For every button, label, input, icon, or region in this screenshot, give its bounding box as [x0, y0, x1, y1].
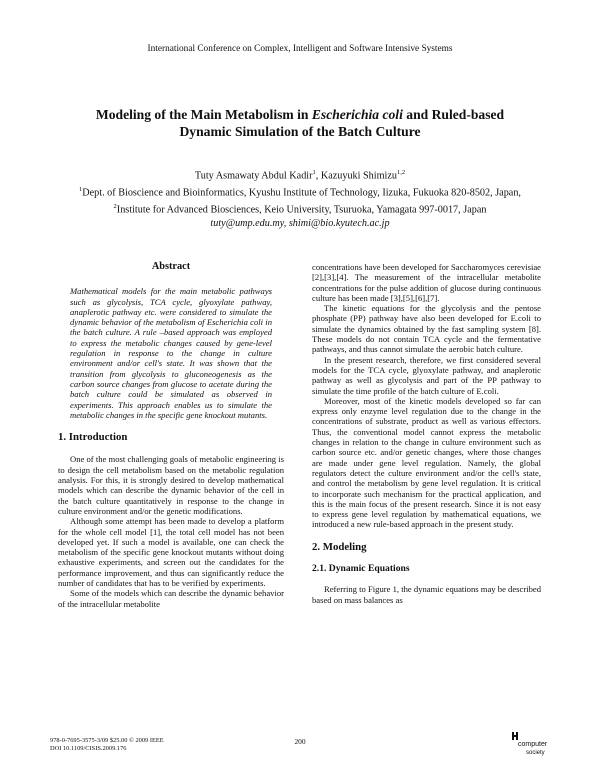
author-1-sup: 1 — [312, 169, 316, 176]
intro-paragraph-2: Although some attempt has been made to develop a platform for the whole cell model [1], the total cell model has not been developed yet. If such a model is available, one can check the metabolism of the specific gene knockout mutants without doing exhaustive experiments, and screen out the candidates for the performance improvement, and thus can significantly reduce the number of candidates that has to be verified by experiments. — [58, 516, 284, 589]
paper-title — [75, 106, 525, 140]
aff-2-sup: 2 — [113, 203, 117, 211]
left-column — [58, 262, 284, 609]
logo-text-society: society — [526, 750, 545, 756]
author-2-sup: 1,2 — [396, 169, 406, 176]
affiliation-2: Institute for Advanced Biosciences, Keio University, Tsuruoka, Yamagata 997-0017, Japan — [116, 204, 487, 216]
logo-icon — [504, 731, 554, 757]
abstract-text: Mathematical models for the main metabolic pathways such as glycolysis, TCA cycle, glyoxylate pathway, anaplerotic pathway etc. were considered to simulate the dynamic behavior of the metabolism of Escherichia coli in the batch culture. A rule –based approach was employed to express the metabolic changes caused by gene-level regulation in response to the change in culture environment and/or cell's state. It was shown that the transition from glycolysis to gluconeogenesis as the carbon source changes from glucose to acetate during the batch culture could be simulated as observed in experiments. This approach enables us to simulate the metabolic changes in the specific gene knockout mutants. — [70, 286, 272, 420]
modeling-paragraph-1: Referring to Figure 1, the dynamic equations may be described based on mass balances as — [312, 584, 541, 605]
footer-isbn: 978-0-7695-3575-3/09 $25.00 © 2009 IEEE — [50, 737, 164, 744]
footer-doi: DOI 10.1109/CISIS.2009.176 — [50, 745, 127, 753]
right-column — [312, 262, 541, 605]
page-number: 200 — [294, 737, 306, 746]
intro-paragraph-3: Some of the models which can describe the dynamic behavior of the intracellular metabolite — [58, 588, 284, 609]
subsection-2-1-heading: 2.1. Dynamic Equations — [312, 563, 410, 575]
author-emails: tuty@ump.edu.my, shimi@bio.kyutech.ac.jp — [210, 218, 390, 230]
intro-paragraph-5: In the present research, therefore, we first considered several models for the TCA cycle, glyoxylate pathway, and anaplerotic pathway as well as glycolysis and part of the PP pathway to simulate the time profile of the batch culture of E.coli. — [312, 354, 541, 396]
author-2: Kazuyuki Shimizu — [320, 170, 397, 182]
aff-1-sup: 1 — [79, 186, 83, 194]
title-part2: and Ruled-based Dynamic Simulation of the Batch Culture — [179, 107, 505, 139]
intro-paragraph-6: Moreover, most of the kinetic models developed so far can express only enzyme level regulation due to the change in the concentrations of substrate, product as well as various effectors. Thus, the conventional model cannot express the metabolic changes in relation to the change in culture environment such as carbon source etc. and/or genetic changes, where those changes are made under gene level regulation. Namely, the global regulators detect the culture environment and/or the cell's state, and control the metabolism by gene level regulation. It is critical to incorporate such mechanism for the practical application, and this is the main focus of the present research. Since it is not easy to express gene level regulation by mathematical equations, we introduced a new rule-based approach in the present study. — [312, 395, 541, 530]
computer-society-logo — [504, 731, 554, 757]
intro-paragraph-4: The kinetic equations for the glycolysis and the pentose phosphate (PP) pathway have also been developed for E.coli to simulate the dynamics obtained by the fast sampling system [8]. These models do not contain TCA cycle and the fermentative pathways, and thus cannot simulate the aerobic batch culture. — [312, 303, 541, 355]
title-italic: Escherichia coli — [311, 107, 403, 122]
affiliations — [70, 183, 530, 217]
title-part1: Modeling of the Main Metabolism in — [95, 107, 312, 122]
affiliation-1: Dept. of Bioscience and Bioinformatics, Kyushu Institute of Technology, Iizuka, Fukuoka 820-8502, Japan, — [82, 187, 521, 199]
author-1: Tuty Asmawaty Abdul Kadir — [194, 170, 313, 182]
intro-paragraph-3-cont: concentrations have been developed for Saccharomyces cerevisiae [2],[3],[4]. The measurement of the intracellular metabolite concentrations for the pulse addition of glucose during continuous culture has been made [3],[5],[6],[7]. — [312, 262, 541, 303]
conference-header: International Conference on Complex, Intelligent and Software Intensive Systems — [147, 44, 453, 54]
section-1-heading: 1. Introduction — [58, 431, 128, 444]
author-block — [70, 166, 530, 231]
section-2-heading: 2. Modeling — [312, 540, 367, 553]
logo-text-computer: computer — [518, 741, 548, 748]
author-names: Tuty Asmawaty Abdul Kadir$^1$, Kazuyuki Shimizu$^{1,2}$ — [194, 169, 406, 182]
intro-paragraph-1: One of the most challenging goals of metabolic engineering is to design the cell metabolism based on the metabolic regulation analysis. For this, it is strongly desired to develop mathematical models which can describe the dynamic behavior of the cell in the batch culture quantitatively in response to the change in culture environment and/or the genetic modifications. — [58, 454, 284, 516]
abstract-heading: Abstract — [151, 261, 191, 272]
